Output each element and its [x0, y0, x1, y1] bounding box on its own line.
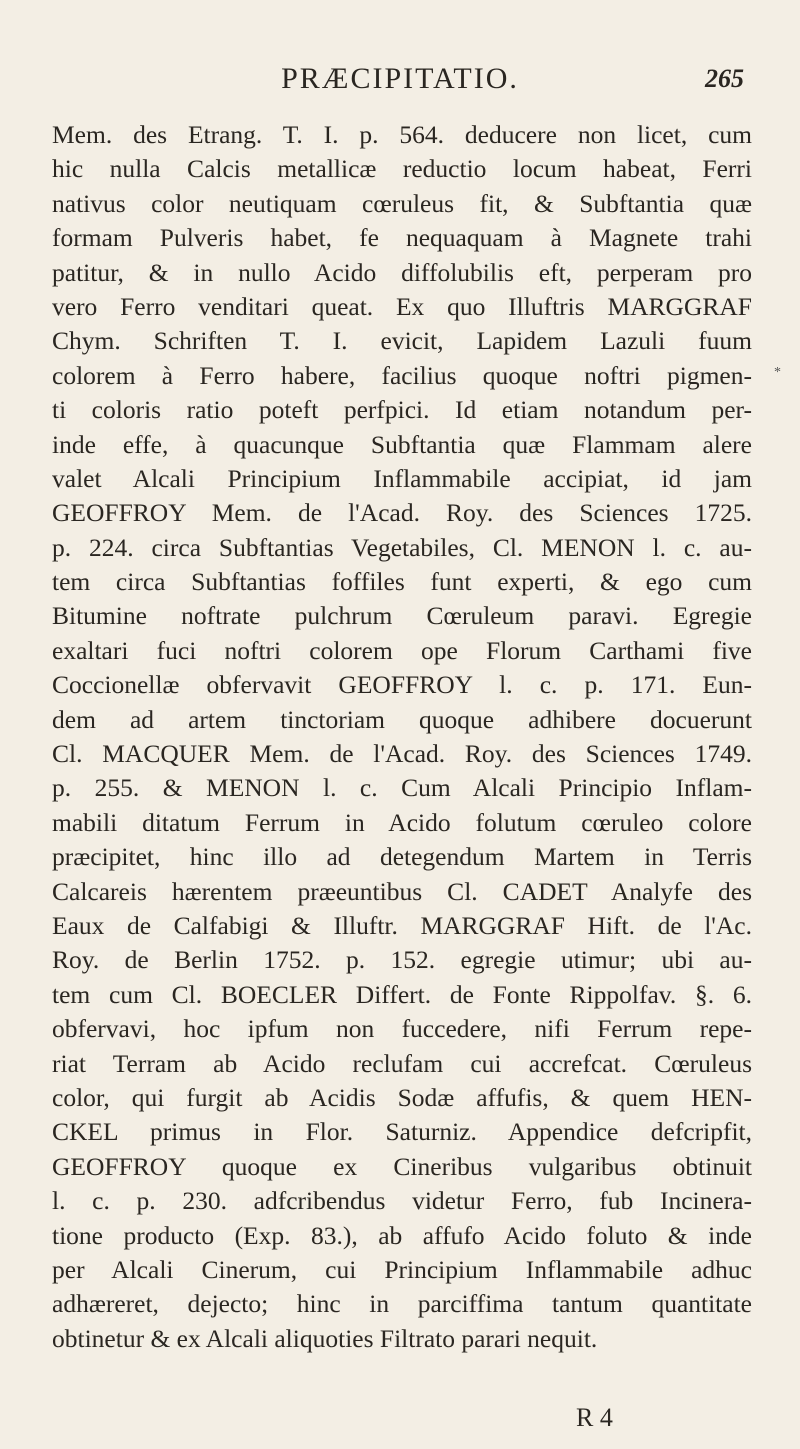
text-line: Coccionellæ obfervavit GEOFFROY l. c. p. 171. Eun-: [52, 670, 752, 700]
text-line: Bitumine noftrate pulchrum Cœruleum paravi. Egregie: [52, 601, 752, 631]
text-line: ti coloris ratio poteft perfpici. Id etiam notandum per-: [52, 395, 752, 425]
running-title: PRÆCIPITATIO.: [281, 62, 519, 95]
text-line: nativus color neutiquam cœruleus fit, & Subftantia quæ: [52, 188, 752, 218]
text-line: formam Pulveris habet, fe nequaquam à Magnete trahi: [52, 223, 752, 253]
text-line: præcipitet, hinc illo ad detegendum Martem in Terris: [52, 842, 752, 872]
text-line: Mem. des Etrang. T. I. p. 564. deducere non licet, cum: [52, 120, 752, 149]
text-line: exaltari fuci noftri colorem ope Florum Carthami five: [52, 635, 752, 665]
text-line: patitur, & in nullo Acido diffolubilis eft, perperam pro: [52, 257, 752, 287]
text-line: hic nulla Calcis metallicæ reductio locum habeat, Ferri: [52, 154, 752, 184]
text-line: valet Alcali Principium Inflammabile accipiat, id jam: [52, 463, 752, 493]
text-line: GEOFFROY quoque ex Cineribus vulgaribus obtinuit: [52, 1151, 752, 1181]
text-line: tione producto (Exp. 83.), ab affufo Acido foluto & inde: [52, 1220, 752, 1250]
text-line: dem ad artem tinctoriam quoque adhibere docuerunt: [52, 704, 752, 734]
text-line: riat Terram ab Acido reclufam cui accrefcat. Cœruleus: [52, 1048, 752, 1078]
text-line: obtinetur & ex Alcali aliquoties Filtrato parari nequit.: [52, 1323, 598, 1353]
text-line: color, qui furgit ab Acidis Sodæ affufis, & quem HEN-: [52, 1082, 752, 1112]
text-line: CKEL primus in Flor. Saturniz. Appendice defcripfit,: [52, 1117, 752, 1147]
text-line: l. c. p. 230. adfcribendus videtur Ferro, fub Incinera-: [52, 1186, 752, 1216]
text-line: Roy. de Berlin 1752. p. 152. egregie utimur; ubi au-: [52, 945, 752, 975]
text-line: per Alcali Cinerum, cui Principium Inflammabile adhuc: [52, 1254, 752, 1284]
text-line: mabili ditatum Ferrum in Acido folutum cœruleo colore: [52, 807, 752, 837]
text-line: p. 224. circa Subftantias Vegetabiles, Cl. MENON l. c. au-: [52, 532, 752, 562]
text-line: GEOFFROY Mem. de l'Acad. Roy. des Sciences 1725.: [52, 498, 752, 528]
text-line: Eaux de Calfabigi & Illuftr. MARGGRAF Hift. de l'Ac.: [52, 910, 752, 940]
text-line: inde effe, à quacunque Subftantia quæ Flammam alere: [52, 429, 752, 459]
page-number: 265: [705, 64, 744, 93]
text-line: tem circa Subftantias foffiles funt experti, & ego cum: [52, 567, 752, 597]
margin-mark: *: [774, 365, 781, 380]
text-line: Calcareis hærentem præeuntibus Cl. CADET Analyfe des: [52, 876, 752, 906]
text-line: Cl. MACQUER Mem. de l'Acad. Roy. des Sciences 1749.: [52, 739, 752, 769]
text-line: colorem à Ferro habere, facilius quoque noftri pigmen-: [52, 360, 752, 390]
text-line: obfervavi, hoc ipfum non fuccedere, nifi Ferrum repe-: [52, 1014, 752, 1044]
body-text: [52, 118, 752, 1356]
text-line: tem cum Cl. BOECLER Differt. de Fonte Rippolfav. §. 6.: [52, 979, 752, 1009]
text-line: Chym. Schriften T. I. evicit, Lapidem Lazuli fuum: [52, 326, 752, 356]
text-line: p. 255. & MENON l. c. Cum Alcali Principio Inflam-: [52, 773, 752, 803]
text-line: adhæreret, dejecto; hinc in parciffima tantum quantitate: [52, 1289, 752, 1319]
page-header: [0, 62, 800, 112]
signature-mark: R 4: [576, 1403, 613, 1432]
text-line: vero Ferro venditari queat. Ex quo Illuftris MARGGRAF: [52, 291, 752, 321]
